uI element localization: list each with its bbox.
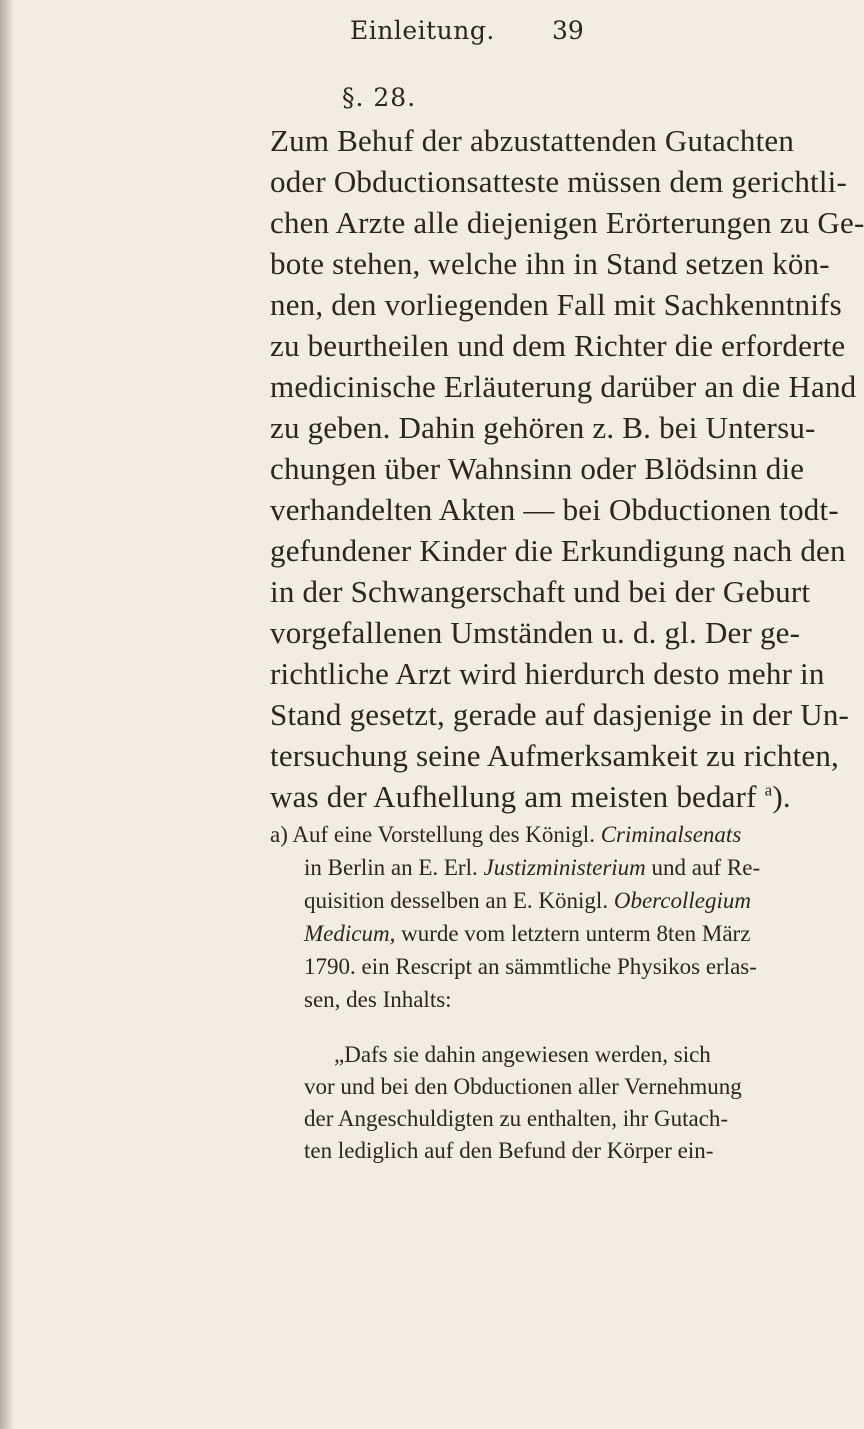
quote-line: vor und bei den Obductionen aller Vernehmung bbox=[304, 1074, 742, 1099]
section-heading: §. 28. bbox=[342, 83, 417, 112]
footnote-italic-text: Justizministerium bbox=[483, 855, 646, 880]
text-line: zu geben. Dahin gehören z. B. bei Untersu- bbox=[270, 410, 816, 445]
footnote-text: quisition desselben an E. Königl. bbox=[304, 888, 614, 913]
text-line: chen Arzte alle diejenigen Erörterungen zu Ge- bbox=[270, 205, 864, 240]
text-line: tersuchung seine Aufmerksamkeit zu richten, bbox=[270, 738, 840, 773]
footnote-text: in Berlin an E. Erl. bbox=[304, 855, 484, 880]
footnote-text: , wurde vom letztern unterm 8ten März bbox=[389, 921, 751, 946]
footnote-reference: a bbox=[764, 780, 773, 800]
footnote-italic-text: Obercollegium bbox=[613, 888, 751, 913]
quote-line: ten lediglich auf den Befund der Körper ein- bbox=[304, 1138, 714, 1163]
text-line: chungen über Wahnsinn oder Blödsinn die bbox=[270, 451, 805, 486]
footnote-line bbox=[270, 818, 742, 851]
text-line: bote stehen, welche ihn in Stand setzen kön- bbox=[270, 246, 830, 281]
footnote-line: sen, des Inhalts: bbox=[304, 987, 452, 1012]
footnote-reference-suffix: ). bbox=[772, 779, 791, 814]
main-paragraph bbox=[270, 120, 864, 817]
text-line: nen, den vorliegenden Fall mit Sachkenntnifs bbox=[270, 287, 842, 322]
quote-line: der Angeschuldigten zu enthalten, ihr Gutach- bbox=[304, 1106, 729, 1131]
footnote-line bbox=[270, 917, 751, 950]
text-line: zu beurtheilen und dem Richter die erforderte bbox=[270, 328, 846, 363]
running-head bbox=[0, 8, 800, 48]
footnote bbox=[270, 818, 761, 1016]
text-line: Zum Behuf der abzustattenden Gutachten bbox=[270, 123, 795, 158]
text-line-last bbox=[270, 776, 791, 817]
chapter-title: Einleitung. bbox=[350, 16, 495, 45]
footnote-line: 1790. ein Rescript an sämmtliche Physikos erlas- bbox=[304, 954, 757, 979]
quote-line: „Dafs sie dahin angewiesen werden, sich bbox=[334, 1042, 711, 1067]
page-number: 39 bbox=[552, 16, 584, 45]
footnote-text: und auf Re- bbox=[645, 855, 761, 880]
footnote-line bbox=[270, 851, 761, 884]
text-line: richtliche Arzt wird hierdurch desto mehr in bbox=[270, 656, 825, 691]
text-line: oder Obductionsatteste müssen dem gerichtli- bbox=[270, 164, 847, 199]
text-line: in der Schwangerschaft und bei der Geburt bbox=[270, 574, 811, 609]
last-line-text: was der Aufhellung am meisten bedarf bbox=[270, 779, 757, 814]
text-line: verhandelten Akten — bei Obductionen todt- bbox=[270, 492, 839, 527]
footnote-text: a) Auf eine Vorstellung des Königl. bbox=[270, 822, 601, 847]
text-line: vorgefallenen Umständen u. d. gl. Der ge- bbox=[270, 615, 801, 650]
footnote-line bbox=[270, 884, 751, 917]
page-gutter-shadow bbox=[0, 0, 14, 1429]
quoted-rescript bbox=[270, 1039, 742, 1167]
footnote-italic-text: Criminalsenats bbox=[600, 822, 742, 847]
text-line: Stand gesetzt, gerade auf dasjenige in der Un- bbox=[270, 697, 850, 732]
text-line: gefundener Kinder die Erkundigung nach den bbox=[270, 533, 846, 568]
text-line: medicinische Erläuterung darüber an die Hand bbox=[270, 369, 857, 404]
footnote-italic-text: Medicum bbox=[304, 921, 390, 946]
